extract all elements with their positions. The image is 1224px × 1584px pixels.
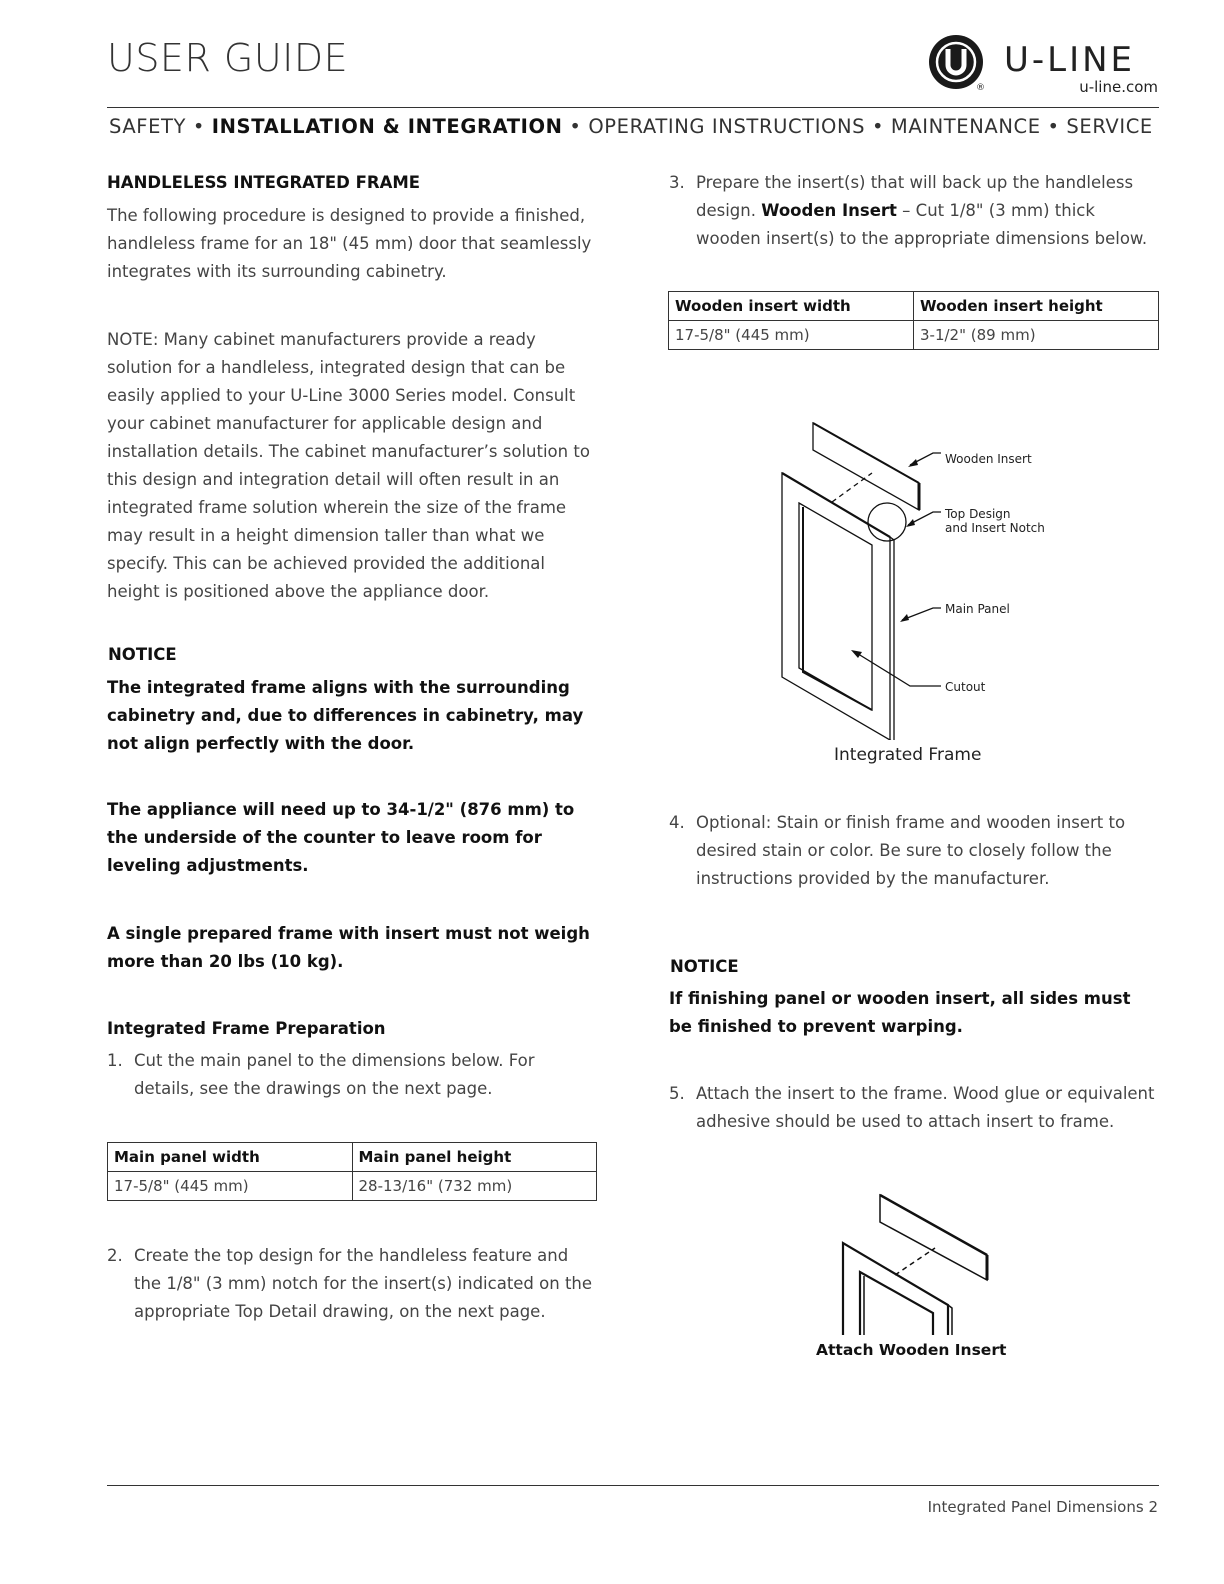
step-text: Create the top design for the handleless feature and the 1/8" (3 mm) notch for the insert(s) indicated on the appropriate Top Detail drawing, on the next page. [134, 1246, 593, 1321]
table-cell: 3-1/2" (89 mm) [914, 321, 1159, 350]
step-text: – Cut 1/8" (3 mm) thick wooden insert(s) to the appropriate dimensions below. [696, 201, 1148, 248]
table-header: Main panel width [108, 1143, 353, 1172]
wooden-insert-shape [813, 423, 919, 510]
page-title: USER GUIDE [107, 36, 349, 80]
step-number: 4. [669, 813, 685, 832]
nav-separator: • [192, 115, 205, 138]
footer-divider [107, 1485, 1159, 1486]
wooden-insert-table [668, 291, 1159, 350]
footer-page-label: Integrated Panel Dimensions 2 [927, 1498, 1158, 1516]
section-nav [109, 115, 1153, 138]
label-cutout: Cutout [945, 680, 986, 694]
nav-separator: • [569, 115, 582, 138]
step-number: 1. [107, 1051, 123, 1070]
figure-caption: Attach Wooden Insert [816, 1341, 1007, 1359]
table-cell: 28-13/16" (732 mm) [352, 1172, 597, 1201]
step-text: Optional: Stain or finish frame and wooden insert to desired stain or color. Be sure to closely follow the instructions provided by the manufacturer. [696, 813, 1126, 888]
list-item [107, 1242, 597, 1326]
attach-insert-diagram [835, 1190, 995, 1340]
table-cell: 17-5/8" (445 mm) [669, 321, 914, 350]
main-panel-table [107, 1142, 597, 1201]
notice-text: The integrated frame aligns with the surrounding cabinetry and, due to differences in cabinetry, may not align perfectly with the door. [107, 678, 584, 753]
table-header: Main panel height [352, 1143, 597, 1172]
label-main-panel: Main Panel [945, 602, 1010, 616]
step-number: 5. [669, 1084, 685, 1103]
table-cell: 17-5/8" (445 mm) [108, 1172, 353, 1201]
integrated-frame-diagram [770, 410, 1070, 740]
table-row [108, 1172, 597, 1201]
brand-logo [928, 34, 1168, 96]
list-item [669, 169, 1159, 253]
notice-title: NOTICE [670, 957, 739, 976]
note-paragraph: NOTE: Many cabinet manufacturers provide a ready solution for a handleless, integrated design that can be easily applied to your U-Line 3000 Series model. Consult your cabinet manufacturer for applicable design and installation details. The cabinet manufacturer’s solution to this design and integration detail will often result in an integrated frame solution wherein the size of the frame may result in a height dimension taller than what we specify. This can be achieved provided the additional height is positioned above the appliance door. [107, 330, 590, 601]
list-item [669, 1080, 1164, 1136]
nav-separator: • [1047, 115, 1060, 138]
section-heading: HANDLELESS INTEGRATED FRAME [107, 173, 421, 192]
notice-text: If finishing panel or wooden insert, all sides must be finished to prevent warping. [669, 989, 1131, 1036]
notice-title: NOTICE [108, 645, 177, 664]
step-text: Prepare the insert(s) that will back up the handleless design. [696, 173, 1134, 220]
svg-text:®: ® [976, 83, 985, 93]
logo-url: u-line.com [1079, 78, 1158, 96]
list-item [107, 1047, 577, 1103]
label-top-design: Top Design [945, 507, 1011, 521]
step-text: Cut the main panel to the dimensions below. For details, see the drawings on the next page. [134, 1051, 535, 1098]
nav-installation[interactable]: INSTALLATION & INTEGRATION [211, 115, 563, 138]
step-number: 3. [669, 173, 685, 192]
header-divider [107, 107, 1159, 108]
notice-text: The appliance will need up to 34-1/2" (876 mm) to the underside of the counter to leave room for leveling adjustments. [107, 800, 575, 875]
u-line-logo-icon [928, 34, 988, 94]
nav-separator: • [871, 115, 885, 138]
figure-caption: Integrated Frame [834, 745, 982, 765]
label-wooden-insert: Wooden Insert [945, 452, 1032, 466]
main-panel-shape [782, 473, 890, 740]
nav-operating[interactable]: OPERATING INSTRUCTIONS [588, 115, 866, 138]
logo-wordmark: U-LINE [1004, 40, 1136, 80]
table-header: Wooden insert width [669, 292, 914, 321]
nav-safety[interactable]: SAFETY [109, 115, 187, 138]
list-item [669, 809, 1159, 893]
step-text: Attach the insert to the frame. Wood glue or equivalent adhesive should be used to attach insert to frame. [696, 1084, 1155, 1131]
step-number: 2. [107, 1246, 123, 1265]
nav-service[interactable]: SERVICE [1066, 115, 1153, 138]
label-insert-notch: and Insert Notch [945, 521, 1045, 535]
step-bold: Wooden Insert [761, 201, 897, 220]
notice-text: A single prepared frame with insert must not weigh more than 20 lbs (10 kg). [107, 924, 590, 971]
table-header: Wooden insert height [914, 292, 1159, 321]
intro-paragraph: The following procedure is designed to provide a finished, handleless frame for an 18" (45 mm) door that seamlessly integrates with its surrounding cabinetry. [107, 206, 592, 281]
table-row [669, 321, 1159, 350]
nav-maintenance[interactable]: MAINTENANCE [890, 115, 1041, 138]
subheading: Integrated Frame Preparation [107, 1019, 386, 1038]
